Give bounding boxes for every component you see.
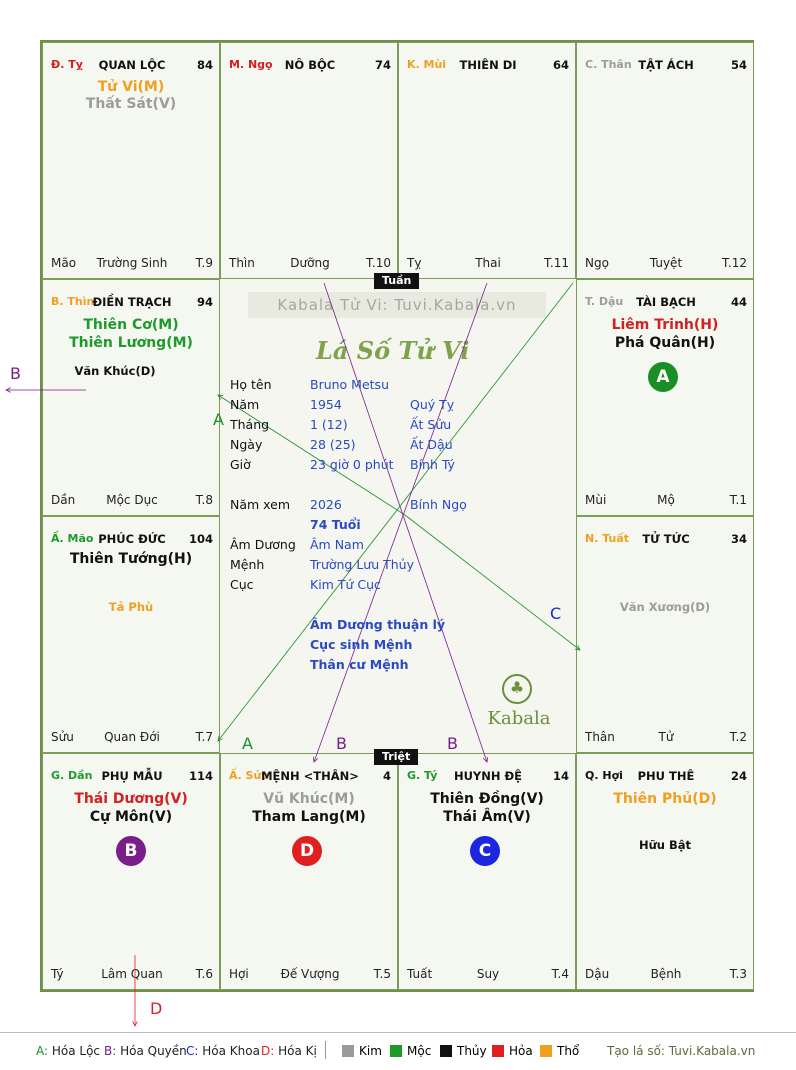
palace-age: 54 [730, 58, 747, 72]
info-value-2: Ất Dậu [410, 437, 453, 452]
legend-hoa [261, 1044, 317, 1058]
info-value: 23 giờ 0 phút [310, 457, 394, 472]
palace-footer: Thai [475, 256, 501, 270]
info-value: Âm Nam [310, 537, 364, 552]
palace-footer: Trường Sinh [96, 256, 168, 270]
legend-hoa-key: B: [104, 1044, 121, 1058]
star-label: Thiên Lương(M) [69, 335, 193, 351]
star-label: Hữu Bật [638, 838, 692, 852]
palace-name: PHÚC ĐỨC [98, 532, 166, 546]
palace-footer: T.12 [722, 256, 747, 270]
legend-element-label: Hỏa [509, 1044, 533, 1058]
legend-element-label: Mộc [407, 1044, 432, 1058]
palace-branch: Ấ. Sửu [229, 769, 270, 782]
palace-branch: T. Dậu [585, 295, 624, 308]
palace-name: TỬ TỨC [642, 532, 690, 546]
info-value: Kim Tứ Cục [310, 577, 381, 592]
info-value: 28 (25) [310, 437, 356, 452]
palace-footer: Thìn [229, 256, 255, 270]
legend-hoa-key: C: [186, 1044, 203, 1058]
legend-hoa-label: Hóa Khoa [202, 1044, 260, 1058]
palace-branch: N. Tuất [585, 532, 630, 545]
info-value-2: Quý Tỵ [410, 397, 455, 412]
star-label: Thiên Tướng(H) [69, 551, 193, 567]
arrow-label-b1: B [10, 364, 21, 383]
info-note: Cục sinh Mệnh [310, 637, 413, 652]
legend-separator [325, 1041, 326, 1059]
info-value: 74 Tuổi [310, 517, 361, 532]
palace-footer: T.1 [729, 493, 747, 507]
legend-hoa-key: D: [261, 1044, 279, 1058]
info-label: Giờ [230, 457, 251, 472]
star-label: Tham Lang(M) [252, 809, 366, 825]
star-label: Thiên Cơ(M) [83, 317, 179, 333]
palace-age: 14 [552, 769, 569, 783]
palace-footer: Tuất [407, 967, 433, 981]
legend-swatch [492, 1045, 504, 1057]
info-value-2: Bính Ngọ [410, 497, 467, 512]
palace-name: QUAN LỘC [98, 58, 166, 72]
arrow-label-a1: A [213, 410, 224, 429]
palace-footer: Dậu [585, 967, 610, 981]
arrow-label-a2: A [242, 734, 253, 753]
star-label: Cự Môn(V) [89, 809, 173, 825]
palace-footer: Ngọ [585, 256, 609, 270]
info-value: Trường Lưu Thủy [310, 557, 414, 572]
palace-age: 84 [196, 58, 213, 72]
info-value: Bruno Metsu [310, 377, 389, 392]
palace-footer: Tỵ [407, 256, 422, 270]
info-value-2: Ất Sửu [410, 417, 452, 432]
palace-age: 24 [730, 769, 747, 783]
palace-age: 94 [196, 295, 213, 309]
legend-swatch [440, 1045, 452, 1057]
palace-name: TẬT ÁCH [638, 58, 694, 72]
palace-footer: Mão [51, 256, 77, 270]
palace-name: MỆNH <THÂN> [261, 769, 359, 783]
palace-footer: Dần [51, 493, 76, 507]
legend-swatch [342, 1045, 354, 1057]
palace-footer: Tử [658, 730, 674, 744]
info-label: Ngày [230, 437, 263, 452]
palace-footer: Thân [585, 730, 615, 744]
legend-swatch [390, 1045, 402, 1057]
legend-hoa-label: Hóa Lộc [51, 1044, 101, 1058]
palace-footer: Lâm Quan [101, 967, 163, 981]
info-note: Thân cư Mệnh [310, 657, 409, 672]
palace-age: 64 [552, 58, 569, 72]
legend-divider [0, 1032, 796, 1033]
palace-name: ĐIỀN TRẠCH [92, 295, 172, 309]
palace-branch: K. Mùi [407, 58, 447, 71]
legend-hoa-label: Hóa Kị [278, 1044, 317, 1058]
palace-footer: T.4 [551, 967, 569, 981]
hoa-circle-c: C [470, 836, 500, 866]
legend-element-label: Thổ [557, 1044, 580, 1058]
info-value: 1 (12) [310, 417, 348, 432]
hoa-circle-d: D [292, 836, 322, 866]
arrow-label-b2: B [336, 734, 347, 753]
palace-name: PHU THÊ [637, 769, 695, 783]
palace-age: 114 [188, 769, 213, 783]
star-label: Văn Khúc(D) [74, 364, 156, 378]
star-label: Thiên Phủ(D) [613, 791, 717, 807]
palace-footer: Mộc Dục [106, 493, 158, 507]
script-title: Lá Số Tử Vi [316, 336, 470, 365]
palace-branch: C. Thân [585, 58, 632, 71]
palace-footer: T.8 [195, 493, 213, 507]
triet-tag: Triệt [374, 749, 418, 765]
palace-footer: Đế Vượng [280, 967, 340, 981]
palace-footer: T.10 [366, 256, 391, 270]
palace-footer: T.9 [195, 256, 213, 270]
palace-branch: Ấ. Mão [51, 532, 94, 545]
palace-footer: Tý [51, 967, 64, 981]
palace-branch: B. Thìn [51, 295, 95, 308]
legend-hoa [104, 1044, 187, 1058]
palace-footer: T.2 [729, 730, 747, 744]
star-label: Văn Xương(D) [619, 600, 711, 614]
info-label: Họ tên [230, 377, 272, 392]
palace-footer: T.11 [544, 256, 569, 270]
arrow-label-d1: D [150, 999, 163, 1018]
palace-branch: Q. Hợi [585, 769, 623, 782]
legend-element-label: Thủy [457, 1044, 487, 1058]
palace-age: 4 [382, 769, 391, 783]
palace-footer: Quan Đới [104, 730, 160, 744]
palace-branch: Đ. Tỵ [51, 58, 83, 71]
palace-footer: Bệnh [650, 967, 682, 981]
info-label: Tháng [230, 417, 270, 432]
palace-branch: G. Dần [51, 769, 93, 782]
palace-age: 44 [730, 295, 747, 309]
palace-footer: T.6 [195, 967, 213, 981]
info-value: 1954 [310, 397, 342, 412]
tuan-tag: Tuần [374, 273, 419, 289]
info-label: Năm xem [230, 497, 291, 512]
arrow-label-b3: B [447, 734, 458, 753]
palace-branch: G. Tý [407, 769, 438, 782]
palace-age: 74 [374, 58, 391, 72]
palace-branch: M. Ngọ [229, 58, 273, 71]
palace-name: NÔ BỘC [284, 58, 336, 72]
info-note: Âm Dương thuận lý [310, 617, 446, 632]
legend-hoa [36, 1044, 100, 1058]
palace-name: HUYNH ĐỆ [453, 769, 523, 783]
star-label: Tử Vi(M) [97, 79, 165, 95]
info-label: Âm Dương [230, 537, 296, 552]
arrow-label-c1: C [550, 604, 562, 623]
legend-hoa-key: A: [36, 1044, 52, 1058]
info-label: Mệnh [230, 557, 265, 572]
legend [0, 1036, 796, 1066]
palace-footer: T.3 [729, 967, 747, 981]
tree-icon: ♣ [502, 674, 532, 704]
kabala-logo: ♣ Kabala [484, 672, 554, 736]
palace-name: PHỤ MẪU [101, 769, 163, 783]
palace-age: 34 [730, 532, 747, 546]
palace-footer: Sửu [51, 730, 74, 744]
star-label: Thái Âm(V) [443, 809, 531, 825]
palace-age: 104 [188, 532, 213, 546]
palace-footer: T.7 [195, 730, 213, 744]
palace-name: TÀI BẠCH [636, 295, 696, 309]
palace-footer: Dưỡng [290, 256, 330, 270]
palace-footer: Mùi [585, 493, 607, 507]
info-value: 2026 [310, 497, 342, 512]
palace-footer: Suy [476, 967, 500, 981]
info-label: Cục [230, 577, 254, 592]
legend-element-label: Kim [359, 1044, 382, 1058]
palace-footer: Hợi [229, 967, 249, 981]
star-label: Thiên Đồng(V) [430, 791, 544, 807]
watermark-text: Kabala Tử Vi: Tuvi.Kabala.vn [248, 292, 546, 318]
star-label: Thái Dương(V) [74, 791, 188, 807]
palace-footer: Mộ [657, 493, 675, 507]
legend-swatch [540, 1045, 552, 1057]
palace-name: THIÊN DI [459, 58, 517, 72]
palace-footer: T.5 [373, 967, 391, 981]
legend-site-link[interactable]: Tạo lá số: Tuvi.Kabala.vn [607, 1044, 756, 1058]
star-label: Vũ Khúc(M) [263, 791, 355, 807]
palace-footer: Tuyệt [649, 256, 683, 270]
legend-hoa [186, 1044, 260, 1058]
star-label: Thất Sát(V) [85, 96, 177, 112]
arrow-a-line-2 [218, 283, 573, 741]
hoa-circle-a: A [648, 362, 678, 392]
star-label: Liêm Trinh(H) [611, 317, 719, 333]
info-value-2: Bính Tý [410, 457, 455, 472]
star-label: Tả Phù [108, 600, 154, 614]
legend-hoa-label: Hóa Quyền [120, 1044, 187, 1058]
info-label: Năm [230, 397, 260, 412]
hoa-circle-b: B [116, 836, 146, 866]
star-label: Phá Quân(H) [614, 335, 716, 351]
